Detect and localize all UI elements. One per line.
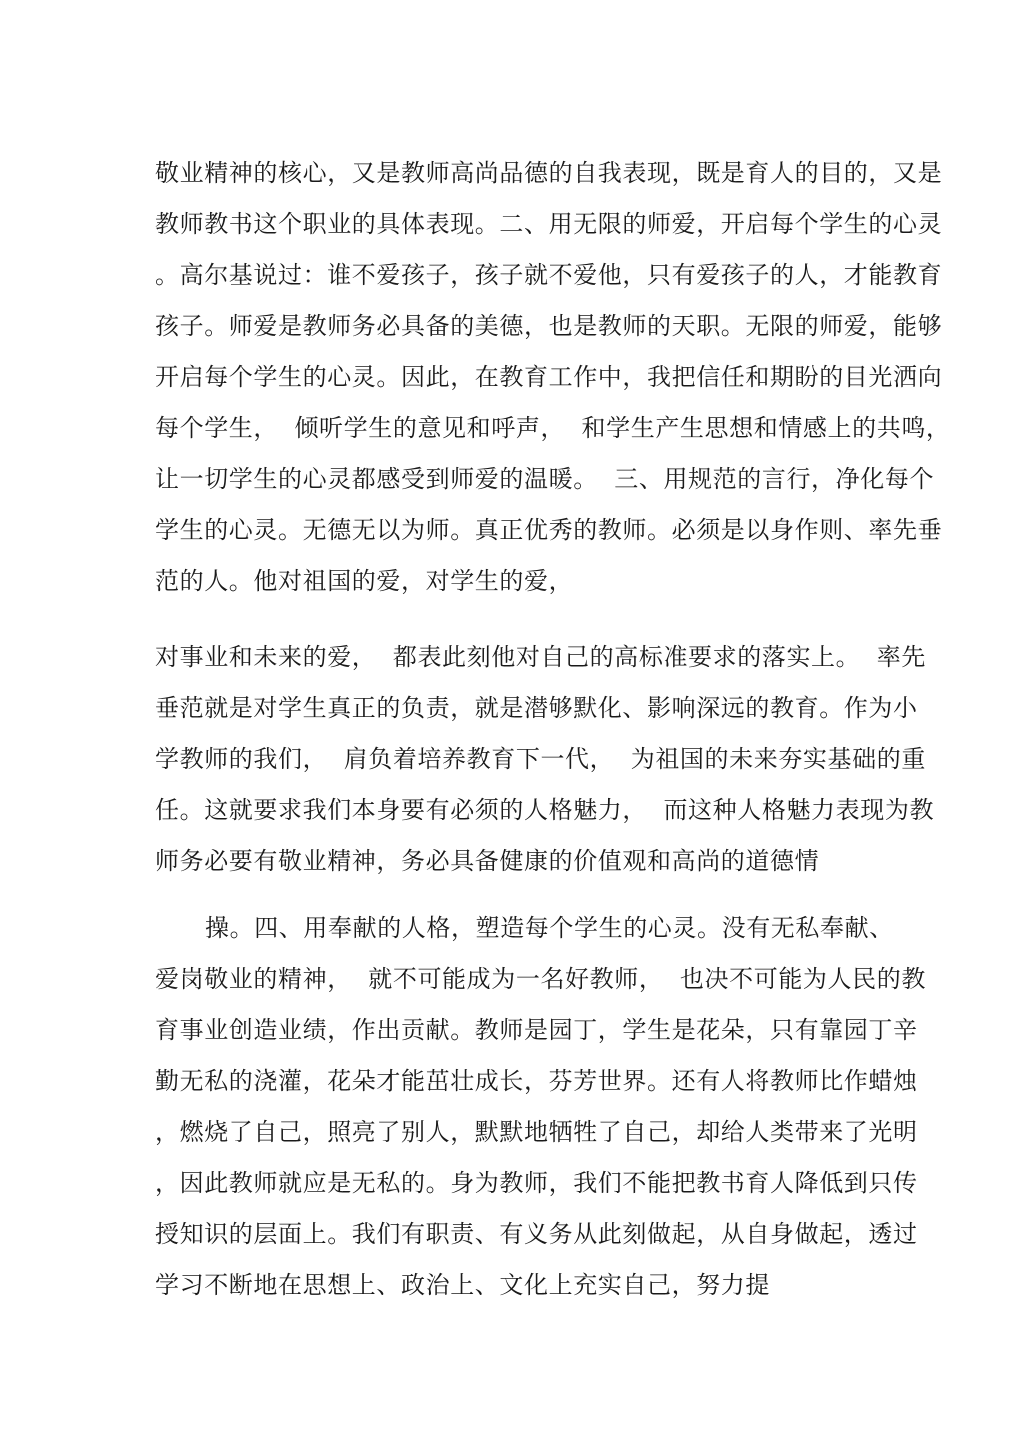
text-line: 育事业创造业绩，作出贡献。教师是园丁，学生是花朵，只有靠园丁辛 [155, 1016, 918, 1044]
text-line: 敬业精神的核心，又是教师高尚品德的自我表现，既是育人的目的，又是 [155, 159, 943, 187]
text-line: 范的人。他对祖国的爱，对学生的爱， [155, 567, 574, 595]
text-line: 对事业和未来的爱， 都表此刻他对自己的高标准要求的落实上。 率先 [155, 643, 926, 671]
text-line: 。高尔基说过：谁不爱孩子，孩子就不爱他，只有爱孩子的人，才能教育 [155, 261, 943, 289]
text-line: 学生的心灵。无德无以为师。真正优秀的教师。必须是以身作则、率先垂 [155, 516, 943, 544]
text-line: 操。四、用奉献的人格，塑造每个学生的心灵。没有无私奉献、 [205, 914, 894, 942]
text-line: 每个学生， 倾听学生的意见和呼声， 和学生产生思想和情感上的共鸣， [155, 414, 951, 442]
text-line: 垂范就是对学生真正的负责，就是潜够默化、影响深远的教育。作为小 [155, 694, 918, 722]
text-line: 学习不断地在思想上、政治上、文化上充实自己，努力提 [155, 1271, 770, 1299]
text-line: 授知识的层面上。我们有职责、有义务从此刻做起，从自身做起，透过 [155, 1220, 918, 1248]
text-line: 爱岗敬业的精神， 就不可能成为一名好教师， 也决不可能为人民的教 [155, 965, 926, 993]
text-line: 勤无私的浇灌，花朵才能茁壮成长，芬芳世界。还有人将教师比作蜡烛 [155, 1067, 918, 1095]
text-line: ，燃烧了自己，照亮了别人，默默地牺牲了自己，却给人类带来了光明 [155, 1118, 918, 1146]
text-line: 孩子。师爱是教师务必具备的美德，也是教师的天职。无限的师爱，能够 [155, 312, 943, 340]
text-line: 教师教书这个职业的具体表现。二、用无限的师爱，开启每个学生的心灵 [155, 210, 943, 238]
text-line: ，因此教师就应是无私的。身为教师，我们不能把教书育人降低到只传 [155, 1169, 918, 1197]
text-line: 学教师的我们， 肩负着培养教育下一代， 为祖国的未来夯实基础的重 [155, 745, 926, 773]
text-line: 开启每个学生的心灵。因此，在教育工作中，我把信任和期盼的目光洒向 [155, 363, 943, 391]
text-line: 任。这就要求我们本身要有必须的人格魅力， 而这种人格魅力表现为教 [155, 796, 935, 824]
text-line: 让一切学生的心灵都感受到师爱的温暖。 三、用规范的言行，净化每个 [155, 465, 935, 493]
text-line: 师务必要有敬业精神，务必具备健康的价值观和高尚的道德情 [155, 847, 820, 875]
